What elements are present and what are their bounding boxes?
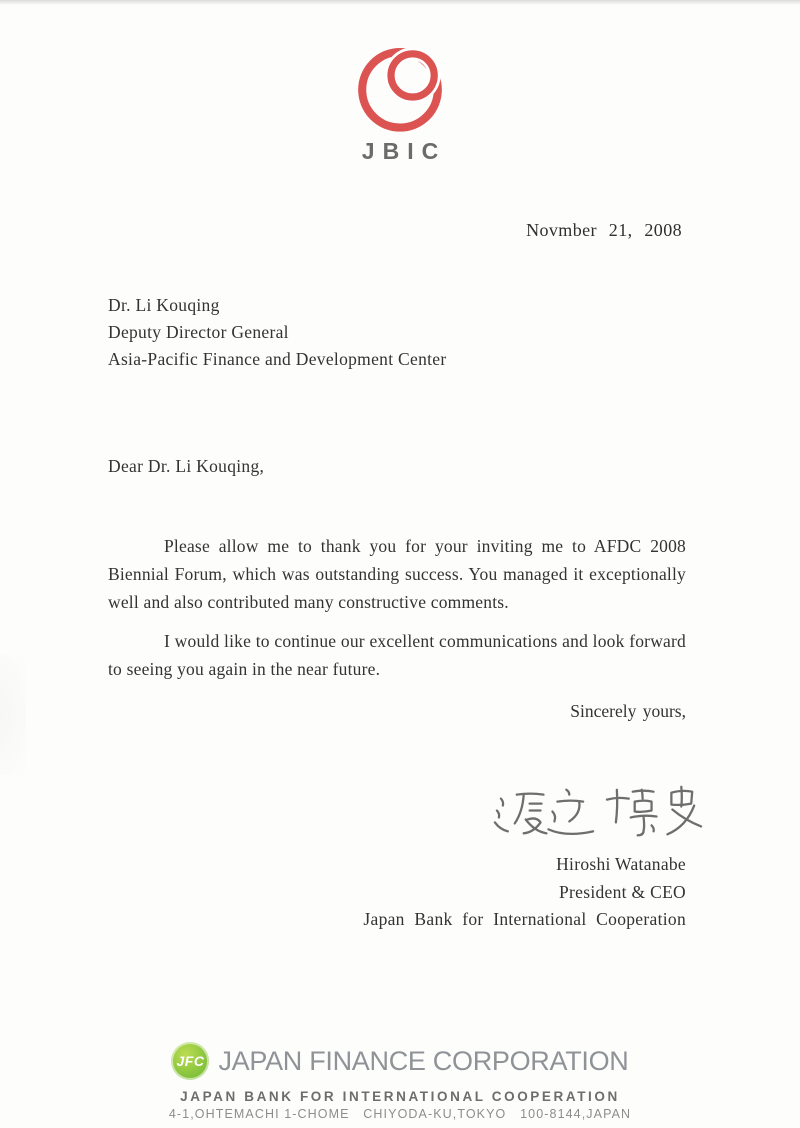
recipient-title: Deputy Director General <box>108 322 289 342</box>
jfc-logo-row <box>171 1042 628 1080</box>
brand-name: JBIC <box>361 138 447 164</box>
signer-organization: Japan Bank for International Cooperation <box>363 909 686 929</box>
closing-phrase: Sincerely yours, <box>570 701 686 721</box>
letter-body <box>108 532 686 683</box>
signer-title: President & CEO <box>559 881 686 902</box>
salutation: Dear Dr. Li Kouqing, <box>108 456 265 476</box>
recipient-name: Dr. Li Kouqing <box>108 295 220 315</box>
body-paragraph: I would like to continue our excellent communications and look forward to seeing you again in the near future. <box>108 631 686 679</box>
footer-address: 4-1,OHTEMACHI 1-CHOME CHIYODA-KU,TOKYO 100-8144,JAPAN <box>168 1107 632 1121</box>
footer-company-name: JAPAN FINANCE CORPORATION <box>218 1045 629 1076</box>
signer-name: Hiroshi Watanabe <box>556 854 686 874</box>
jbic-logo-icon <box>355 42 445 134</box>
letterhead <box>0 42 800 165</box>
jfc-logo-icon: JFC <box>171 1042 209 1080</box>
signature-handwriting <box>487 780 715 846</box>
scan-smudge-artifact <box>0 655 26 775</box>
recipient-organization: Asia-Pacific Finance and Development Center <box>108 349 447 369</box>
signer-block <box>108 851 686 934</box>
body-paragraph: Please allow me to thank you for your inviting me to AFDC 2008 Biennial Forum, which was outstanding success. You managed it exceptionally well and also contributed many constructive comments. <box>108 536 686 612</box>
recipient-block <box>108 292 446 373</box>
footer-bank-name: JAPAN BANK FOR INTERNATIONAL COOPERATION <box>180 1089 620 1104</box>
scan-edge-artifact <box>0 0 800 5</box>
footer <box>0 1042 800 1121</box>
letter-date: Novmber 21, 2008 <box>526 220 682 240</box>
